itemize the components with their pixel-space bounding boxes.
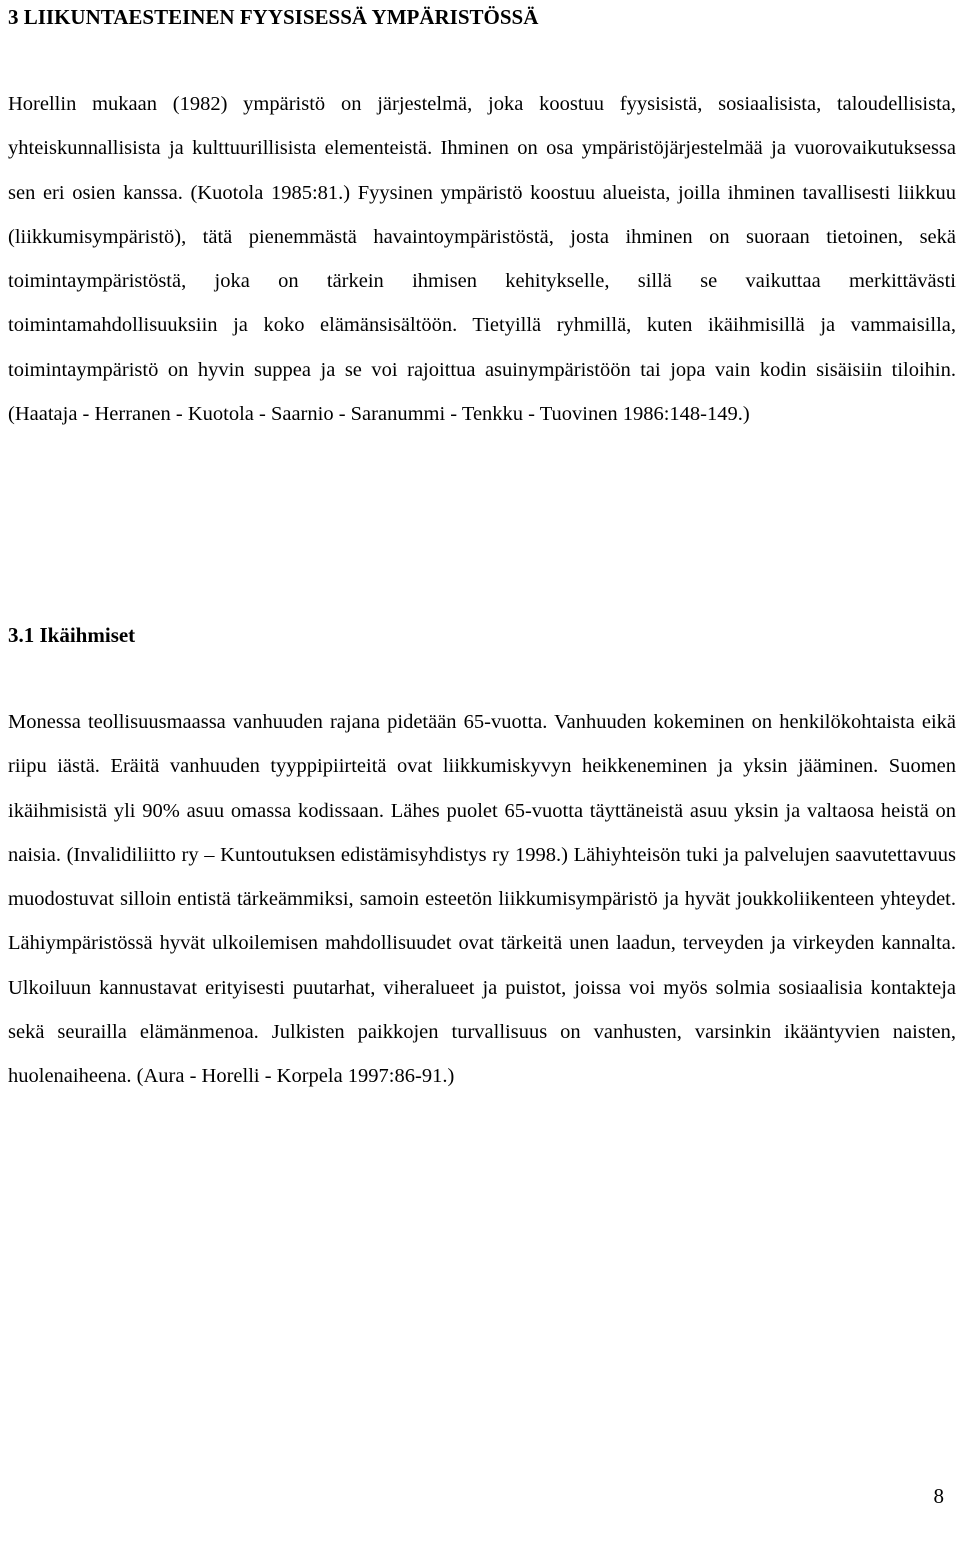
body-paragraph: Horellin mukaan (1982) ympäristö on järjestelmä, joka koostuu fyysisistä, sosiaalisista, taloudellisista, yhteiskunnallisista ja kulttuurillisista elementeistä. Ihminen on osa ympäristöjärjestelmää ja vuorovaikutuksessa sen eri osien kanssa. (Kuotola 1985:81.) Fyysinen ympäristö koostuu alueista, joilla ihminen tavallisesti liikkuu (liikkumisympäristö), tätä pienemmästä havaintoympäristöstä, josta ihminen on suoraan tietoinen, sekä toimintaympäristöstä, joka on tärkein ihmisen kehitykselle, sillä se vaikuttaa merkittävästi toimintamahdollisuuksiin ja koko elämänsisältöön. Tietyillä ryhmillä, kuten ikäihmisillä ja vammaisilla, toimintaympäristö on hyvin suppea ja se voi rajoittua asuinympäristöön tai jopa vain kodin sisäisiin tiloihin. (Haataja - Herranen - Kuotola - Saarnio - Saranummi - Tenkku - Tuovinen 1986:148-149.): [8, 93, 956, 426]
page-number: 8: [933, 1484, 944, 1508]
chapter-title: 3 LIIKUNTAESTEINEN FYYSISESSÄ YMPÄRISTÖSSÄ: [8, 5, 539, 29]
section-title: 3.1 Ikäihmiset: [8, 623, 136, 647]
section-paragraph: Monessa teollisuusmaassa vanhuuden rajana pidetään 65-vuotta. Vanhuuden kokeminen on henkilökohtaista eikä riipu iästä. Eräitä vanhuuden tyyppipiirteitä ovat liikkumiskyvyn heikkeneminen ja yksin jääminen. Suomen ikäihmisistä yli 90% asuu omassa kodissaan. Lähes puolet 65-vuotta täyttäneistä asuu yksin ja valtaosa heistä on naisia. (Invalidiliitto ry – Kuntoutuksen edistämisyhdistys ry 1998.) Lähiyhteisön tuki ja palvelujen saavutettavuus muodostuvat silloin entistä tärkeämmiksi, samoin esteetön liikkumisympäristö ja hyvät joukkoliikenteen yhteydet. Lähiympäristössä hyvät ulkoilemisen mahdollisuudet ovat tärkeitä unen laadun, terveyden ja virkeyden kannalta. Ulkoiluun kannustavat erityisesti puutarhat, viheralueet ja puistot, joissa voi myös solmia sosiaalisia kontakteja sekä seurailla elämänmenoa. Julkisten paikkojen turvallisuus on vanhusten, varsinkin ikääntyvien naisten, huolenaiheena. (Aura - Horelli - Korpela 1997:86-91.): [8, 711, 956, 1088]
